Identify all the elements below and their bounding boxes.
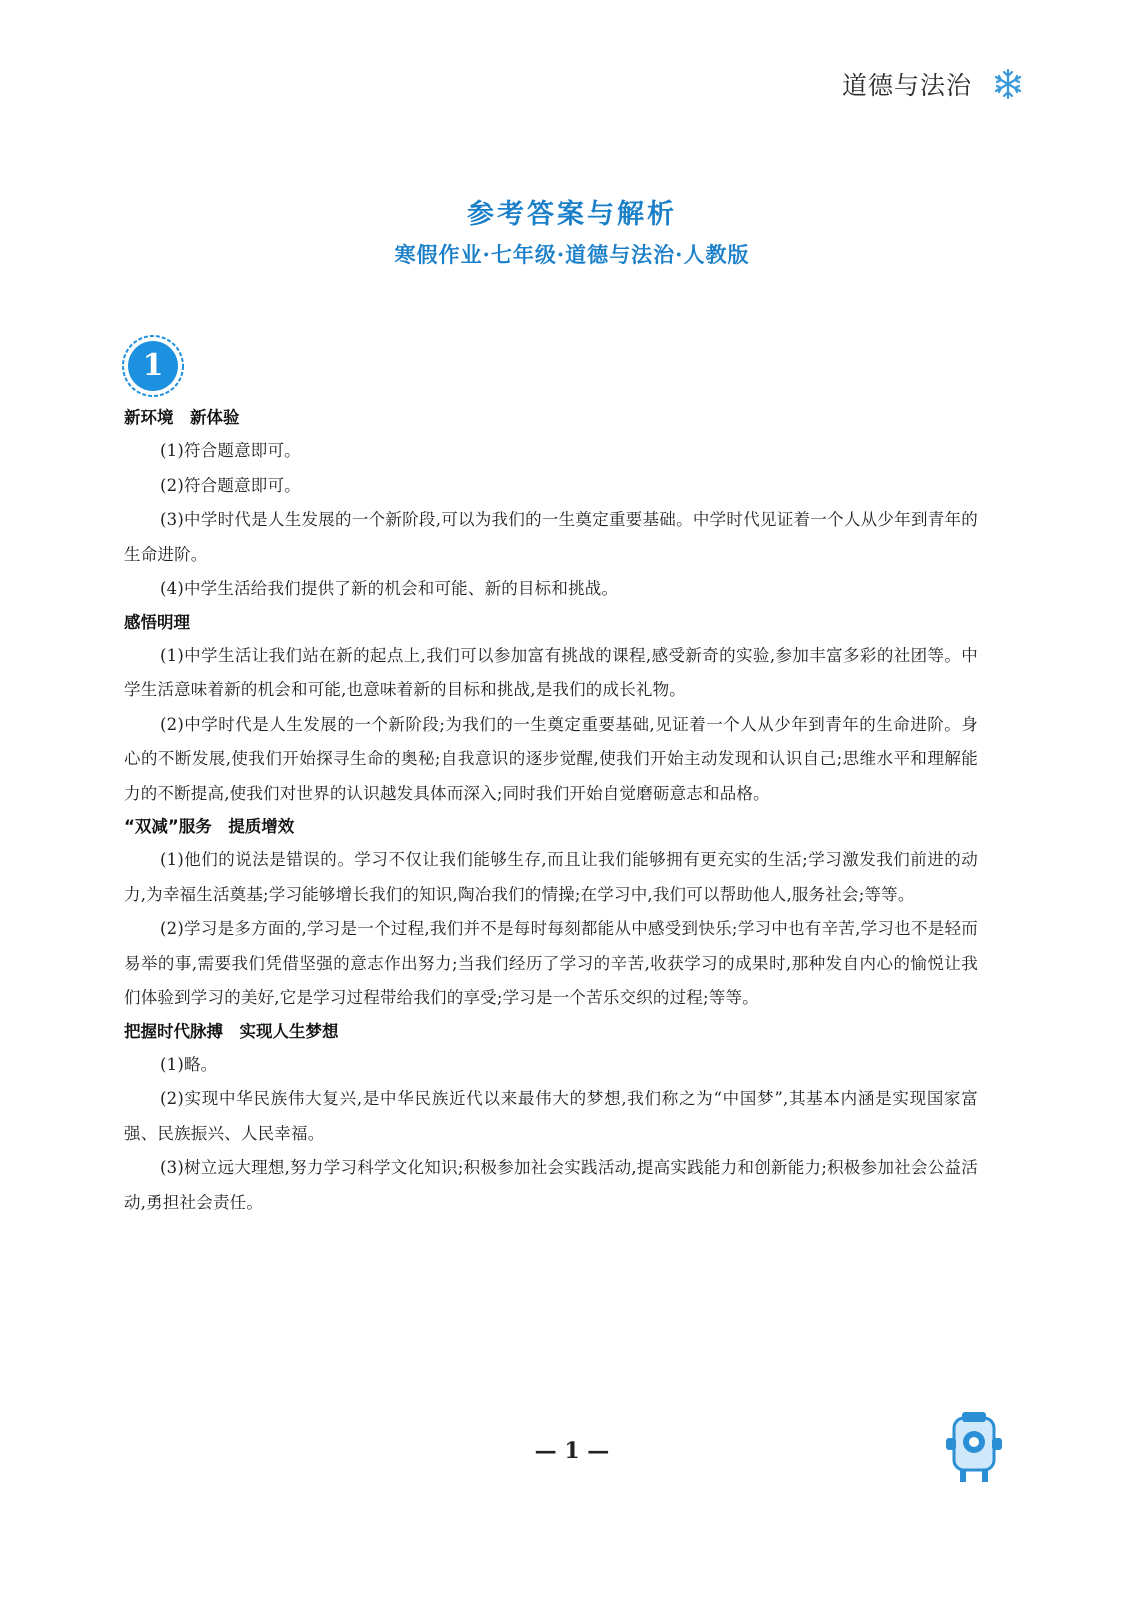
page-number: — 1 — (534, 1438, 610, 1464)
answer-paragraph: (1)略。 (160, 1054, 218, 1074)
section-heading: “双减”服务 提质增效 (124, 817, 295, 836)
section-insight (124, 607, 978, 812)
section-heading: 新环境 新体验 (124, 408, 240, 427)
answer-paragraph: (1)符合题意即可。 (160, 441, 301, 460)
section-number: 1 (142, 348, 164, 383)
answer-paragraph: (2)中学时代是人生发展的一个新阶段;为我们的一生奠定重要基础,见证着一个人从少年到青年的生命进阶。身心的不断发展,使我们开始探寻生命的奥秘;自我意识的逐步觉醒,使我们开始主动发现和认识自己;思维水平和理解能力的不断提高,使我们对世界的认识越发具体而深入;同时我们开始自觉磨砺意志和品格。 (124, 714, 978, 803)
section-heading: 感悟明理 (124, 612, 190, 632)
answer-paragraph: (2)学习是多方面的,学习是一个过程,我们并不是每时每刻都能从中感受到快乐;学习中也有辛苦,学习也不是轻而易举的事,需要我们凭借坚强的意志作出努力;当我们经历了学习的辛苦,收获学习的成果时,那种发自内心的愉悦让我们体验到学习的美好,它是学习过程带给我们的享受;学习是一个苦乐交织的过程;等等。 (124, 919, 978, 1007)
answer-paragraph: (2)符合题意即可。 (160, 475, 301, 495)
header-subject: 道德与法治 (841, 71, 972, 100)
answer-content (124, 402, 978, 1220)
section-heading: 把握时代脉搏 实现人生梦想 (124, 1021, 339, 1041)
section-double-reduction (124, 811, 978, 1016)
answer-paragraph: (3)树立远大理想,努力学习科学文化知识;积极参加社会实践活动,提高实践能力和创新能力;积极参加社会公益活动,勇担社会责任。 (124, 1158, 978, 1212)
answer-paragraph: (1)他们的说法是错误的。学习不仅让我们能够生存,而且让我们能够拥有更充实的生活;学习激发我们前进的动力,为幸福生活奠基;学习能够增长我们的知识,陶冶我们的情操;在学习中,我们可以帮助他人,服务社会;等等。 (124, 850, 978, 904)
section-new-environment (124, 402, 978, 607)
answer-paragraph: (1)中学生活让我们站在新的起点上,我们可以参加富有挑战的课程,感受新奇的实验,参加丰富多彩的社团等。中学生活意味着新的机会和可能,也意味着新的目标和挑战,是我们的成长礼物。 (124, 645, 978, 699)
document-title: 参考答案与解析 (467, 199, 677, 230)
snowman-mascot-icon (940, 1408, 1010, 1488)
snowflake-icon (992, 68, 1024, 100)
answer-paragraph: (3)中学时代是人生发展的一个新阶段,可以为我们的一生奠定重要基础。中学时代见证着一个人从少年到青年的生命进阶。 (124, 510, 978, 564)
answer-paragraph: (2)实现中华民族伟大复兴,是中华民族近代以来最伟大的梦想,我们称之为“中国梦”,其基本内涵是实现国家富强、民族振兴、人民幸福。 (124, 1089, 978, 1143)
section-era-dream (124, 1016, 978, 1221)
document-subtitle: 寒假作业·七年级·道德与法治·人教版 (394, 242, 750, 267)
answer-paragraph: (4)中学生活给我们提供了新的机会和可能、新的目标和挑战。 (160, 579, 619, 598)
